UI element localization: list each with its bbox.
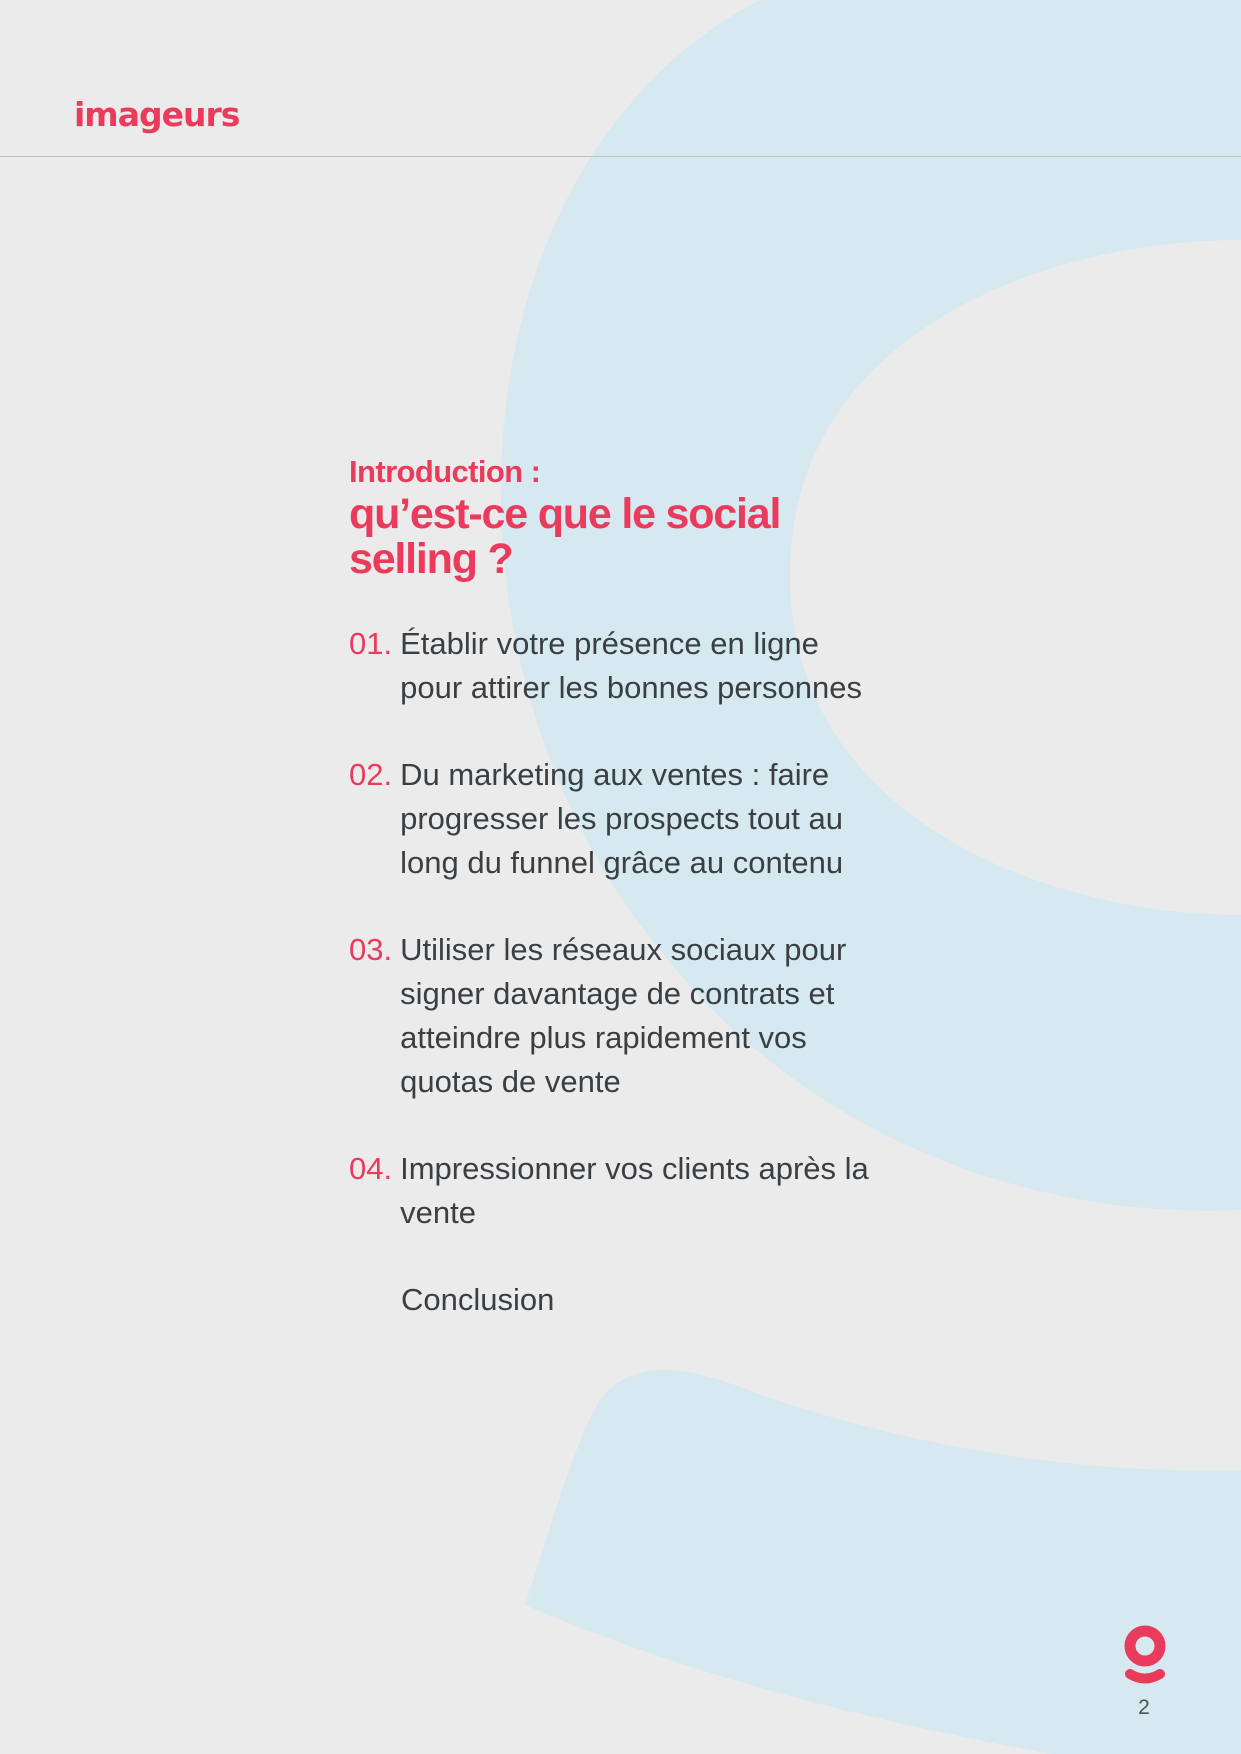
g-mark-icon	[1118, 1625, 1172, 1687]
toc-number: 04.	[349, 1151, 393, 1186]
toc-item-04	[349, 1147, 869, 1235]
toc-number: 01.	[349, 626, 393, 661]
toc-text: Du marketing aux ventes : faire progresser les prospects tout au long du funnel grâce au contenu	[400, 757, 844, 880]
toc-text: Conclusion	[401, 1282, 555, 1317]
page-number: 2	[1138, 1696, 1150, 1719]
toc-item-conclusion	[349, 1278, 869, 1322]
toc-text: Utiliser les réseaux sociaux pour signer davantage de contrats et atteindre plus rapidement vos quotas de vente	[400, 932, 847, 1099]
imageurs-logo: imageurs	[74, 95, 240, 134]
toc-text: Impressionner vos clients après la vente	[400, 1151, 869, 1230]
page-title: qu’est-ce que le social selling ?	[349, 490, 781, 583]
toc-item-01	[349, 622, 869, 710]
toc-item-03	[349, 928, 869, 1104]
toc-item-02	[349, 753, 869, 885]
toc-number: 03.	[349, 932, 393, 967]
table-of-contents	[349, 622, 869, 1322]
page-header	[0, 0, 1241, 157]
toc-number: 02.	[349, 757, 393, 792]
toc-text: Établir votre présence en ligne pour attirer les bonnes personnes	[400, 626, 862, 705]
intro-label: Introduction :	[349, 454, 541, 489]
main-content	[349, 452, 869, 1365]
